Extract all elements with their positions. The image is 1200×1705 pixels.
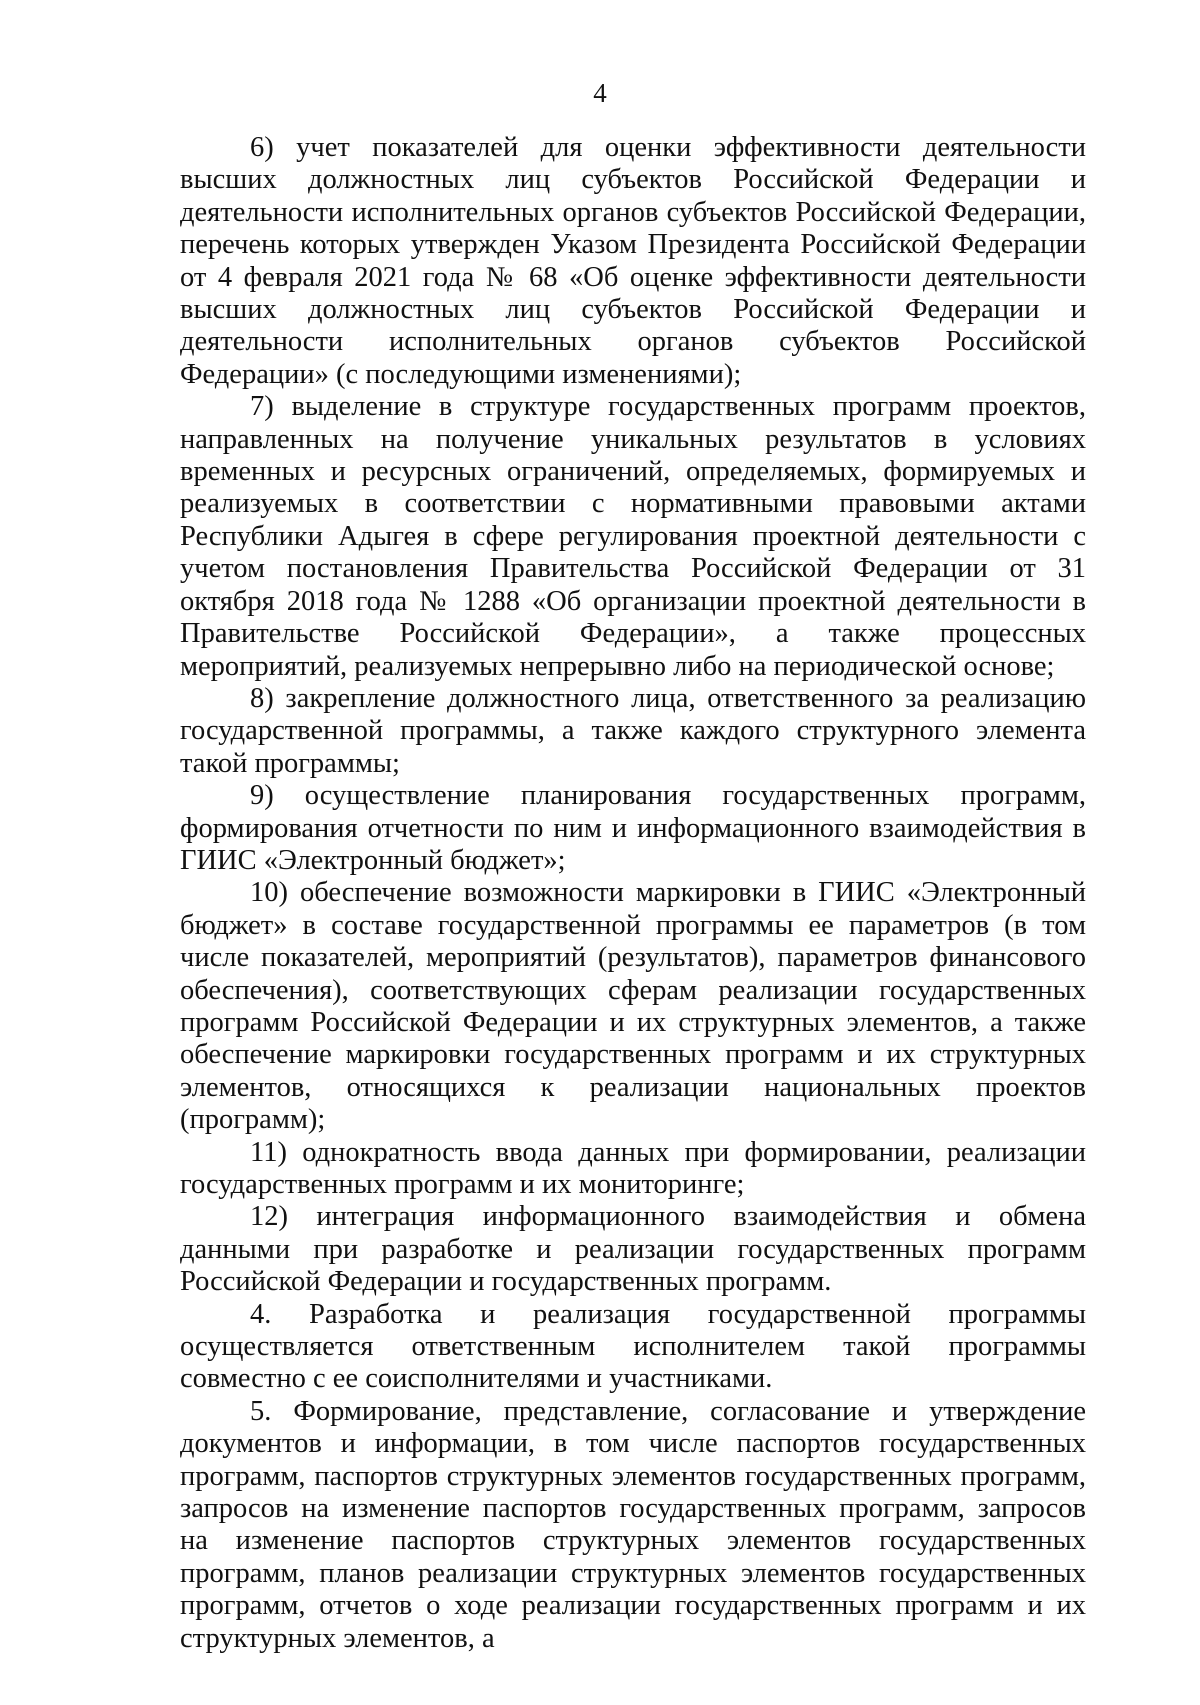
paragraph-item-8: 8) закрепление должностного лица, ответственного за реализацию государственной программы, а также каждого структурного элемента такой программы; (180, 682, 1086, 779)
document-body (180, 132, 1086, 1655)
paragraph-section-5: 5. Формирование, представление, согласование и утверждение документов и информации, в том числе паспортов государственных программ, паспортов структурных элементов государственных программ, запросов на изменение паспортов государственных программ, запросов на изменение паспортов структурных элементов государственных программ, планов реализации структурных элементов государственных программ, отчетов о ходе реализации государственных программ и их структурных элементов, а (180, 1395, 1086, 1654)
paragraph-item-7: 7) выделение в структуре государственных программ проектов, направленных на получение уникальных результатов в условиях временных и ресурсных ограничений, определяемых, формируемых и реализуемых в соответствии с нормативными правовыми актами Республики Адыгея в сфере регулирования проектной деятельности с учетом постановления Правительства Российской Федерации от 31 октября 2018 года № 1288 «Об организации проектной деятельности в Правительстве Российской Федерации», а также процессных мероприятий, реализуемых непрерывно либо на периодической основе; (180, 391, 1086, 682)
paragraph-item-10: 10) обеспечение возможности маркировки в ГИИС «Электронный бюджет» в составе государственной программы ее параметров (в том числе показателей, мероприятий (результатов), параметров финансового обеспечения), соответствующих сферам реализации государственных программ Российской Федерации и их структурных элементов, а также обеспечение маркировки государственных программ и их структурных элементов, относящихся к реализации национальных проектов (программ); (180, 877, 1086, 1136)
paragraph-item-6: 6) учет показателей для оценки эффективности деятельности высших должностных лиц субъектов Российской Федерации и деятельности исполнительных органов субъектов Российской Федерации, перечень которых утвержден Указом Президента Российской Федерации от 4 февраля 2021 года № 68 «Об оценке эффективности деятельности высших должностных лиц субъектов Российской Федерации и деятельности исполнительных органов субъектов Российской Федерации» (с последующими изменениями); (180, 132, 1086, 390)
paragraph-item-11: 11) однократность ввода данных при формировании, реализации государственных программ и их мониторинге; (180, 1136, 1086, 1200)
paragraph-item-9: 9) осуществление планирования государственных программ, формирования отчетности по ним и информационного взаимодействия в ГИИС «Электронный бюджет»; (180, 780, 1086, 876)
paragraph-item-12: 12) интеграция информационного взаимодействия и обмена данными при разработке и реализации государственных программ Российской Федерации и государственных программ. (180, 1201, 1086, 1298)
page-number: 4 (593, 78, 607, 108)
paragraph-section-4: 4. Разработка и реализация государственной программы осуществляется ответственным исполнителем такой программы совместно с ее соисполнителями и участниками. (180, 1298, 1086, 1395)
